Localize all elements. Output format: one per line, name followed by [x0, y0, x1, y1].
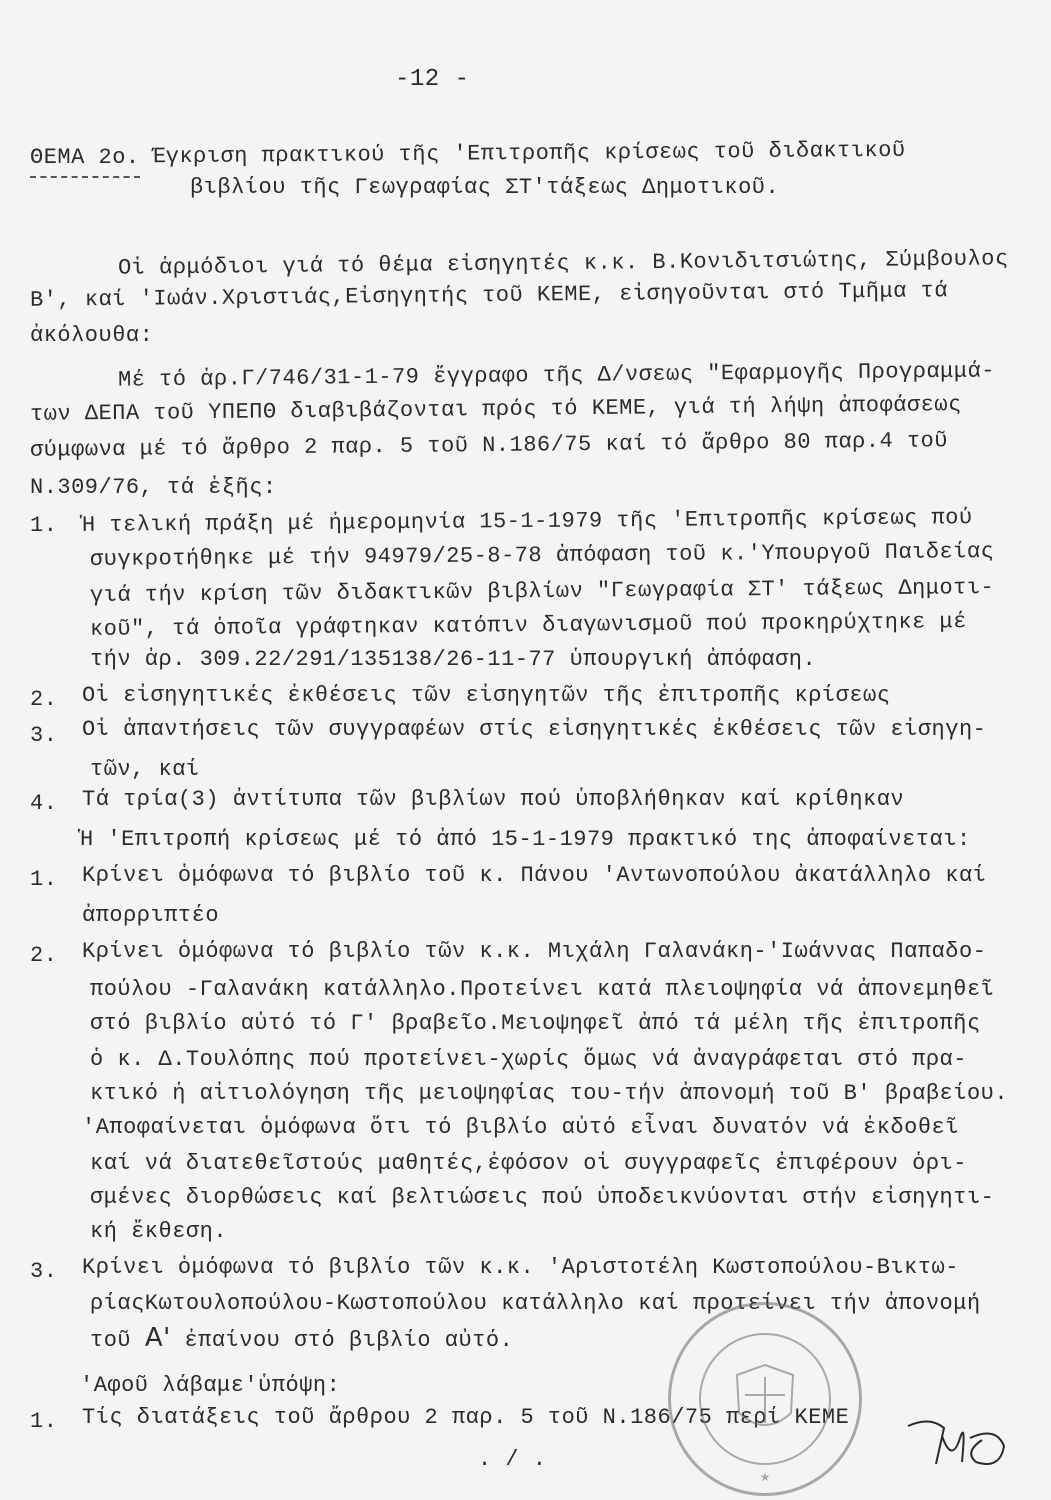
decision-3-line-3: [90, 1324, 513, 1355]
handwritten-award-letter: Α': [144, 1323, 171, 1353]
theme-label: ΘΕΜΑ 2ο.: [30, 145, 140, 170]
considering-heading: 'Αφοῦ λάβαμε'ὑπόψη:: [80, 1373, 341, 1398]
handwritten-signature: [900, 1408, 1020, 1478]
seal-emblem: [671, 1305, 859, 1493]
decision-2-line-9: κή ἔκθεση.: [90, 1219, 228, 1244]
decision-3-number: 3.: [30, 1259, 58, 1284]
doc-item-4-line-1: Τά τρία(3) ἀντίτυπα τῶν βιβλίων πού ὑποβλήθηκαν καί κρίθηκαν: [82, 787, 905, 812]
svg-text:★: ★: [759, 1470, 771, 1484]
decision-2-line-3: στό βιβλίο αὐτό τό Γ' βραβεῖο.Μειοψηφεῖ ἀπό τά μέλη τῆς ἐπιτροπῆς: [90, 1011, 981, 1036]
reference-line-4: Ν.309/76, τά ἑξῆς:: [30, 475, 277, 500]
doc-item-3-number: 3.: [30, 723, 58, 748]
doc-item-2-line-1: Οἱ εἰσηγητικές ἐκθέσεις τῶν εἰσηγητῶν τῆς ἐπιτροπῆς κρίσεως: [82, 683, 891, 708]
official-seal-stamp: [668, 1302, 862, 1496]
decision-3-line-3-prefix: τοῦ: [90, 1328, 132, 1353]
decision-2-line-5: κτικό ἡ αἰτιολόγηση τῆς μειοψηφίας του-τήν ἀπονομή τοῦ Β' βραβείου.: [90, 1081, 1009, 1106]
page-number: -12 -: [395, 66, 470, 93]
decision-1-number: 1.: [30, 867, 58, 892]
doc-item-1-line-4: κοῦ", τά ὁποῖα γράφτηκαν κατόπιν διαγωνισμοῦ πού προκηρύχτηκε μέ: [89, 609, 968, 642]
decision-2-line-8: σμένες διορθώσεις καί βελτιώσεις πού ὑποδεικνύονται στήν εἰσηγητι-: [90, 1185, 995, 1210]
decision-2-number: 2.: [30, 943, 58, 968]
decision-1-line-2: ἀπορριπτέο: [82, 903, 220, 928]
decision-2-line-7: καί νά διατεθεῖστούς μαθητές,ἐφόσον οἱ συγγραφεῖς ἐπιφέρουν ὁρι-: [90, 1151, 967, 1176]
decision-3-line-1: Κρίνει ὁμόφωνα τό βιβλίο τῶν κ.κ. 'Αριστοτέλη Κωστοπούλου-Βικτω-: [82, 1255, 959, 1280]
considering-item-1-line-1: Τίς διατάξεις τοῦ ἄρθρου 2 παρ. 5 τοῦ Ν.186/75 περί ΚΕΜΕ: [82, 1405, 850, 1430]
decision-3-line-3-suffix: ἐπαίνου στό βιβλίο αὐτό.: [184, 1328, 514, 1353]
doc-item-4-number: 4.: [30, 791, 58, 816]
reference-line-1: Μέ τό ἀρ.Γ/746/31-1-79 ἔγγραφο τῆς Δ/νσεως "Εφαρμογῆς Προγραμμά-: [117, 358, 996, 393]
considering-item-1-number: 1.: [30, 1409, 58, 1434]
doc-item-1-line-3: γιά τήν κρίση τῶν διδακτικῶν βιβλίων "Γεωγραφία ΣΤ' τάξεως Δημοτι-: [89, 575, 995, 608]
intro-line-2: Β', καί 'Ιωάν.Χριστιάς,Εἰσηγητής τοῦ ΚΕΜΕ, εἰσηγοῦνται στό Τμῆμα τά: [29, 278, 949, 313]
decision-3-line-2: ρίαςΚωτουλοπούλου-Κωστοπούλου κατάλληλο καί προτείνει τήν ἀπονομή: [90, 1291, 981, 1316]
decision-2-line-6: 'Αποφαίνεται ὁμόφωνα ὅτι τό βιβλίο αὐτό εἶναι δυνατόν νά ἐκδοθεῖ: [82, 1115, 959, 1140]
doc-item-3-line-2: τῶν, καί: [90, 757, 200, 782]
reference-line-2: των ΔΕΠΑ τοῦ ΥΠΕΠΘ διαβιβάζονται πρός τό ΚΕΜΕ, γιά τή λήψη ἀποφάσεως: [29, 392, 962, 427]
theme-title-line-1: Έγκριση πρακτικού τῆς 'Επιτροπῆς κρίσεως τοῦ διδακτικοῦ: [151, 137, 906, 170]
continuation-mark: . / .: [478, 1447, 547, 1472]
doc-item-3-line-1: Οἱ ἀπαντήσεις τῶν συγγραφέων στίς εἰσηγητικές ἐκθέσεις τῶν εἰσηγη-: [82, 717, 987, 742]
doc-item-1-line-2: συγκροτήθηκε μέ τήν 94979/25-8-78 ἀπόφαση τοῦ κ.'Υπουργοῦ Παιδείας: [89, 539, 995, 572]
intro-line-1: Οἱ ἁρμόδιοι γιά τό θέμα εἰσηγητές κ.κ. Β.Κονιδιτσιώτης, Σύμβουλος: [117, 246, 1009, 281]
doc-item-1-line-1: Ἡ τελική πράξη μέ ἡμερομηνία 15-1-1979 τῆς 'Επιτροπῆς κρίσεως πού: [81, 505, 973, 538]
doc-item-2-number: 2.: [30, 687, 58, 712]
decision-2-line-4: ὁ κ. Δ.Τουλόπης πού προτείνει-χωρίς ὅμως νά ἀναγράφεται στό πρα-: [90, 1047, 967, 1072]
theme-title-line-2: βιβλίου τῆς Γεωγραφίας ΣΤ'τάξεως Δημοτικοῦ.: [190, 175, 780, 200]
reference-line-3: σύμφωνα μέ τό ἄρθρο 2 παρ. 5 τοῦ Ν.186/75 καί τό ἄρθρο 80 παρ.4 τοῦ: [29, 428, 949, 463]
decision-2-line-2: πούλου -Γαλανάκη κατάλληλο.Προτείνει κατά πλειοψηφία νά ἀπονεμηθεῖ: [90, 977, 995, 1002]
decision-2-line-1: Κρίνει ὁμόφωνα τό βιβλίο τῶν κ.κ. Μιχάλη Γαλανάκη-'Ιωάννας Παπαδο-: [82, 939, 987, 964]
intro-line-3: ἀκόλουθα:: [30, 323, 154, 348]
doc-item-1-number: 1.: [30, 513, 58, 538]
committee-intro: Ἡ 'Επιτροπή κρίσεως μέ τό ἀπό 15-1-1979 πρακτικό της ἀποφαίνεται:: [80, 827, 971, 852]
doc-item-1-line-5: τήν ἀρ. 309.22/291/135138/26-11-77 ὑπουργική ἀπόφαση.: [90, 647, 817, 672]
theme-underline: [30, 176, 140, 178]
decision-1-line-1: Κρίνει ὁμόφωνα τό βιβλίο τοῦ κ. Πάνου 'Αντωνοπούλου ἀκατάλληλο καί: [82, 863, 987, 888]
